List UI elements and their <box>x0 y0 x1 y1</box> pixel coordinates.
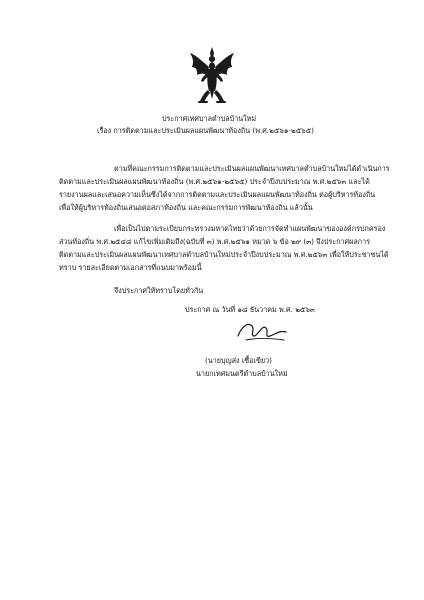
paragraph-2-line: เพื่อเป็นไปตามระเบียบกระทรวงมหาดไทยว่าด้วยการจัดทำแผนพัฒนาขององค์กรปกครอง <box>114 224 386 233</box>
paragraph-2-line: ติดตามและประเมินผลแผนพัฒนาเทศบาลตำบลบ้านใหม่ประจำปีงบประมาณ พ.ศ.๒๕๖๓ เพื่อให้ประชาชนได้ <box>59 250 389 259</box>
announcement-title: ประกาศเทศบาลตำบลบ้านใหม่ <box>162 114 257 123</box>
paragraph-2-line: ทราบ รายละเอียดตามเอกสารที่แนบมาพร้อมนี้ <box>59 263 202 272</box>
date-line: ประกาศ ณ วันที่ ๑๘ ธันวาคม พ.ศ. ๒๕๖๓ <box>185 305 315 314</box>
paragraph-1-line: ตามที่คณะกรรมการติดตามและประเมินผลแผนพัฒนาเทศบาลตำบลบ้านใหม่ได้ดำเนินการ <box>114 164 390 173</box>
signer-position: นายกเทศมนตรีตำบลบ้านใหม่ <box>196 369 288 378</box>
paragraph-1-line: เพื่อให้ผู้บริหารท้องถิ่นเสนอต่อสภาท้องถิ่น และคณะกรรมการพัฒนาท้องถิ่น แล้วนั้น <box>59 203 313 212</box>
closing-line: จึงประกาศให้ทราบโดยทั่วกัน <box>114 286 204 295</box>
signer-name: (นายบุญส่ง เชื้อเขียว) <box>205 356 272 365</box>
handwritten-signature <box>232 312 292 348</box>
paragraph-2-line: ส่วนท้องถิ่น พ.ศ.๒๕๔๘ แก้ไขเพิ่มเติมถึง(ฉบับที่ ๓) พ.ศ.๒๕๖๑ หมวด ๖ ข้อ ๒๙ (๓) จึงประกาศผลการ <box>59 237 370 246</box>
paragraph-1-line: ติดตามและประเมินผลแผนพัฒนาท้องถิ่น (พ.ศ.๒๕๖๑-๒๕๖๕) ประจำปีงบประมาณ พ.ศ.๒๕๖๓ และได้ <box>59 177 370 186</box>
garuda-emblem-icon <box>188 45 236 105</box>
announcement-subject: เรื่อง การติดตามและประเมินผลแผนพัฒนาท้องถิ่น (พ.ศ.๒๕๖๑-๒๕๖๕) <box>97 126 314 135</box>
paragraph-1-line: รายงานผลและเสนอความเห็นซึ่งได้จากการติดตามและประเมินผลแผนพัฒนาท้องถิ่น ต่อผู้บริหารท้องถิ่น <box>59 190 376 199</box>
